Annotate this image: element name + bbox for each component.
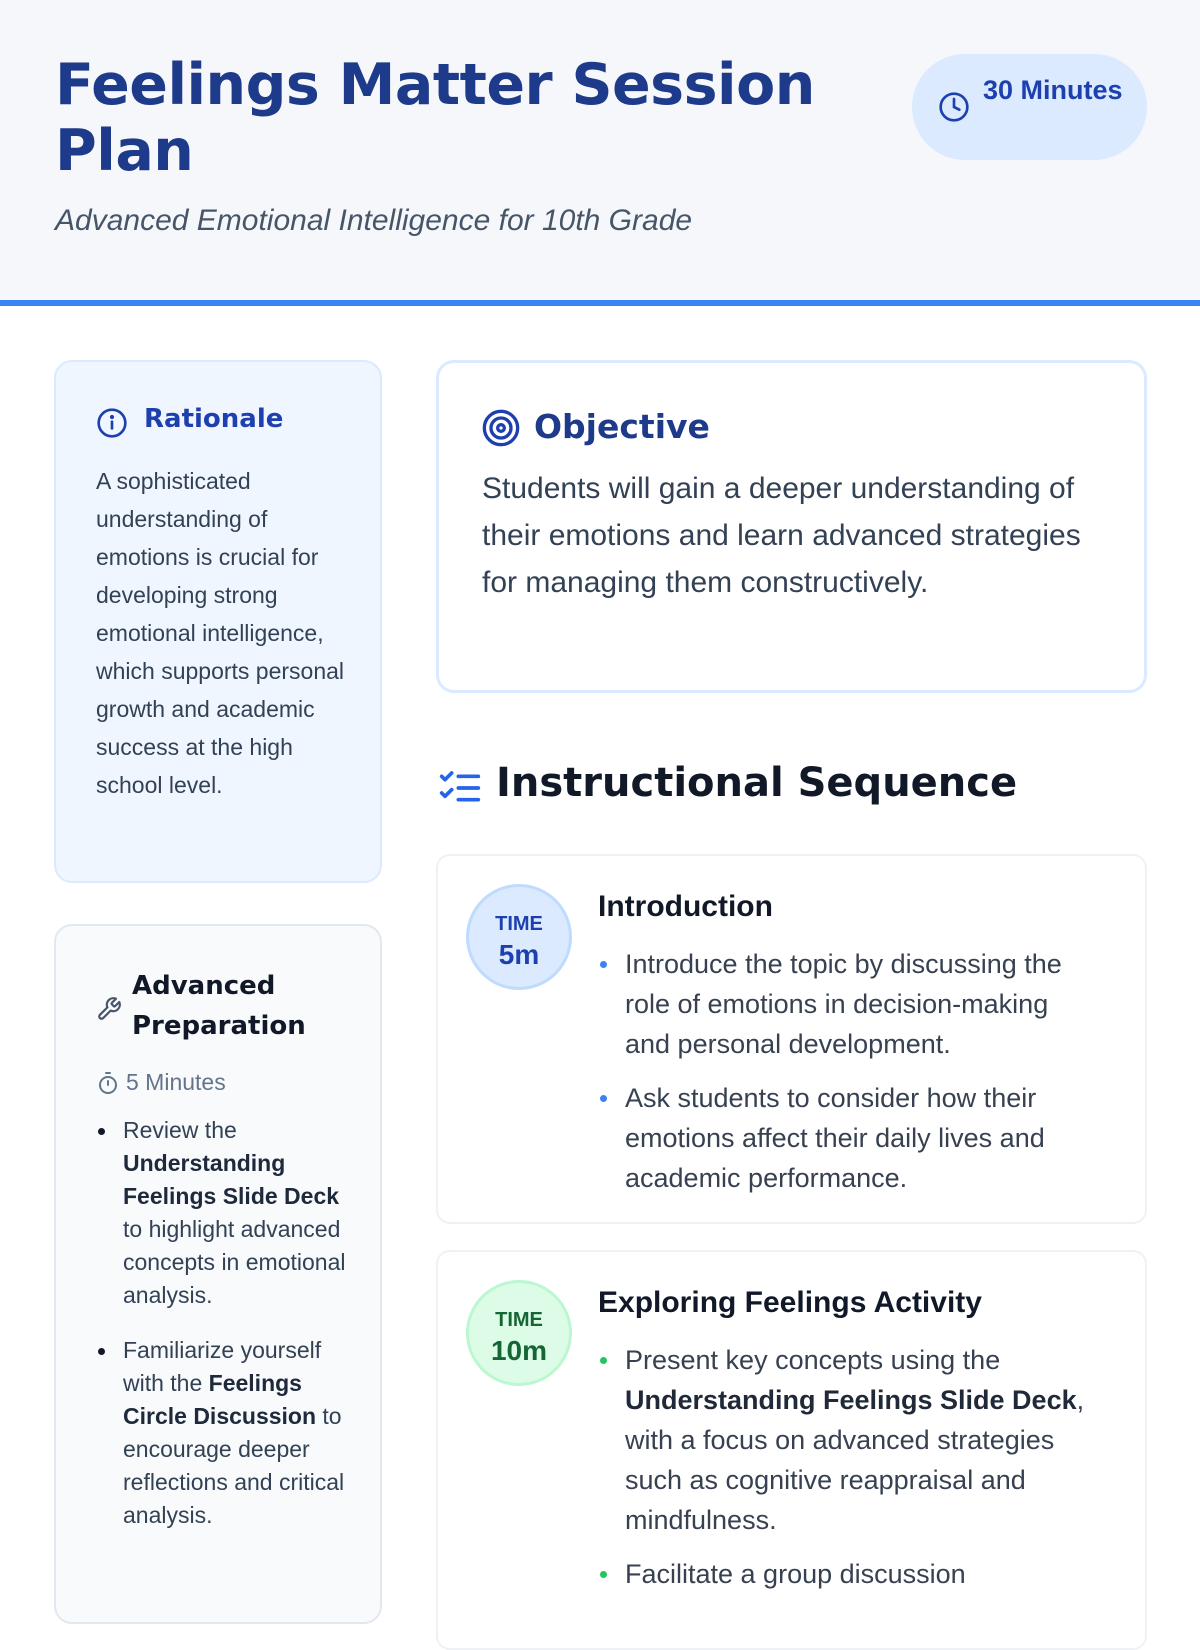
preparation-time [96, 1069, 226, 1096]
step-title: Exploring Feelings Activity [598, 1286, 982, 1319]
step-list [598, 944, 1098, 1212]
clock-icon [938, 91, 970, 123]
checklist-icon [438, 768, 482, 808]
list-item: Review the Understanding Feelings Slide Deck to highlight advanced concepts in emotional analysis. [96, 1114, 356, 1312]
rationale-text: A sophisticated understanding of emotions is crucial for developing strong emotional intelligence, which supports personal growth and academic success at the high school level. [96, 468, 345, 798]
list-item: Introduce the topic by discussing the role of emotions in decision-making and personal development. [598, 944, 1098, 1064]
sequence-step [436, 1250, 1147, 1650]
preparation-list [96, 1114, 356, 1554]
list-item: Familiarize yourself with the Feelings Circle Discussion to encourage deeper reflections and critical analysis. [96, 1334, 356, 1532]
objective-card [436, 360, 1147, 693]
rationale-card [54, 360, 382, 883]
wrench-icon [96, 996, 122, 1022]
rationale-title: Rationale [144, 404, 284, 434]
sequence-title: Instructional Sequence [496, 760, 1018, 806]
sequence-step [436, 854, 1147, 1224]
duration-text: 30 Minutes [983, 75, 1123, 105]
preparation-title: Advanced Preparation [132, 971, 306, 1041]
timer-icon [96, 1071, 120, 1095]
time-badge: TIME 5m [466, 884, 572, 990]
time-badge: TIME 10m [466, 1280, 572, 1386]
page-subtitle: Advanced Emotional Intelligence for 10th Grade [55, 204, 693, 237]
objective-title: Objective [534, 407, 710, 446]
objective-text: Students will gain a deeper understanding of their emotions and learn advanced strategies for managing them constructively. [482, 472, 1081, 599]
header [0, 0, 1200, 306]
list-item: Ask students to consider how their emotions affect their daily lives and academic performance. [598, 1078, 1098, 1198]
info-icon [96, 407, 128, 439]
preparation-card [54, 924, 382, 1624]
list-item: Facilitate a group discussion [598, 1554, 1098, 1594]
page-title: Feelings Matter Session Plan [55, 52, 815, 184]
target-icon [481, 408, 521, 448]
step-title: Introduction [598, 890, 773, 923]
step-list [598, 1340, 1098, 1608]
preparation-time-text: 5 Minutes [126, 1069, 226, 1095]
duration-badge [912, 54, 1147, 160]
list-item: Present key concepts using the Understanding Feelings Slide Deck, with a focus on advanced strategies such as cognitive reappraisal and mindfulness. [598, 1340, 1098, 1540]
